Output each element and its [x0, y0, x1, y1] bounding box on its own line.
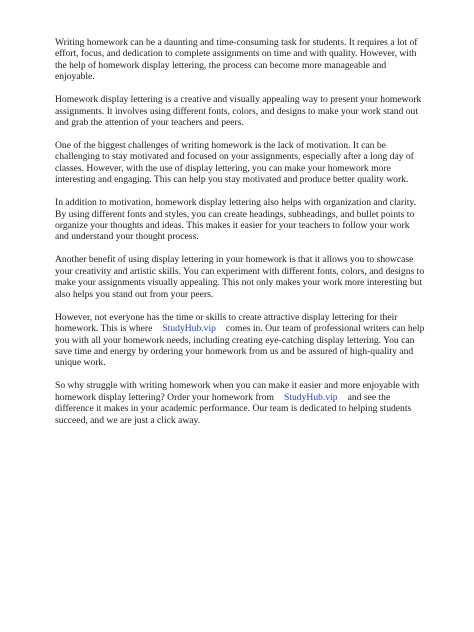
paragraph-intro: Writing homework can be a daunting and time-consuming task for students. It requires a lot of effort, focus, and dedication to complete assignments on time and with quality. However, with the help of homework display lettering, the process can become more manageable and enjoyable. [55, 37, 418, 83]
paragraph-creativity: Another benefit of using display lettering in your homework is that it allows you to showcase your creativity and artistic skills. You can experiment with different fonts, colors, and designs to make your assignments visually appealing. This not only makes your work more interesting but also helps you stand out from your peers. [55, 254, 425, 300]
document-body [55, 37, 425, 438]
paragraph-motivation: One of the biggest challenges of writing homework is the lack of motivation. It can be challenging to stay motivated and focused on your assignments, especially after a long day of classes. However, with the use of display lettering, you can make your homework more interesting and engaging. This can help you stay motivated and produce better quality work. [55, 140, 414, 186]
paragraph-closing-after: and see the difference it makes in your academic performance. Our team is dedicated to helping students succeed, and we are just a click away. [55, 391, 412, 426]
paragraph-service-after: comes in. Our team of professional writers can help you with all your homework needs, including creating eye-catching display lettering. You can save time and energy by ordering your homework from us and be assured of high-quality and unique work. [55, 323, 425, 369]
paragraph-closing [55, 380, 425, 426]
paragraph-service-before: However, not everyone has the time or skills to create attractive display lettering for their homework. This is where [55, 311, 398, 335]
paragraph-definition: Homework display lettering is a creative and visually appealing way to present your homework assignments. It involves using different fonts, colors, and designs to make your work stand out and grab the attention of your teachers and peers. [55, 94, 422, 129]
paragraph-closing-before: So why struggle with writing homework when you can make it easier and more enjoyable with homework display lettering? Order your homework from [55, 380, 420, 403]
paragraph-service [55, 312, 425, 369]
studyhub-link-closing[interactable]: StudyHub.vip [284, 391, 338, 403]
studyhub-link[interactable]: StudyHub.vip [162, 323, 216, 335]
paragraph-organization: In addition to motivation, homework display lettering also helps with organization and clarity. By using different fonts and styles, you can create headings, subheadings, and bullet points to organize your thoughts and ideas. This makes it easier for your teachers to follow your work and understand your thought process. [55, 197, 417, 243]
